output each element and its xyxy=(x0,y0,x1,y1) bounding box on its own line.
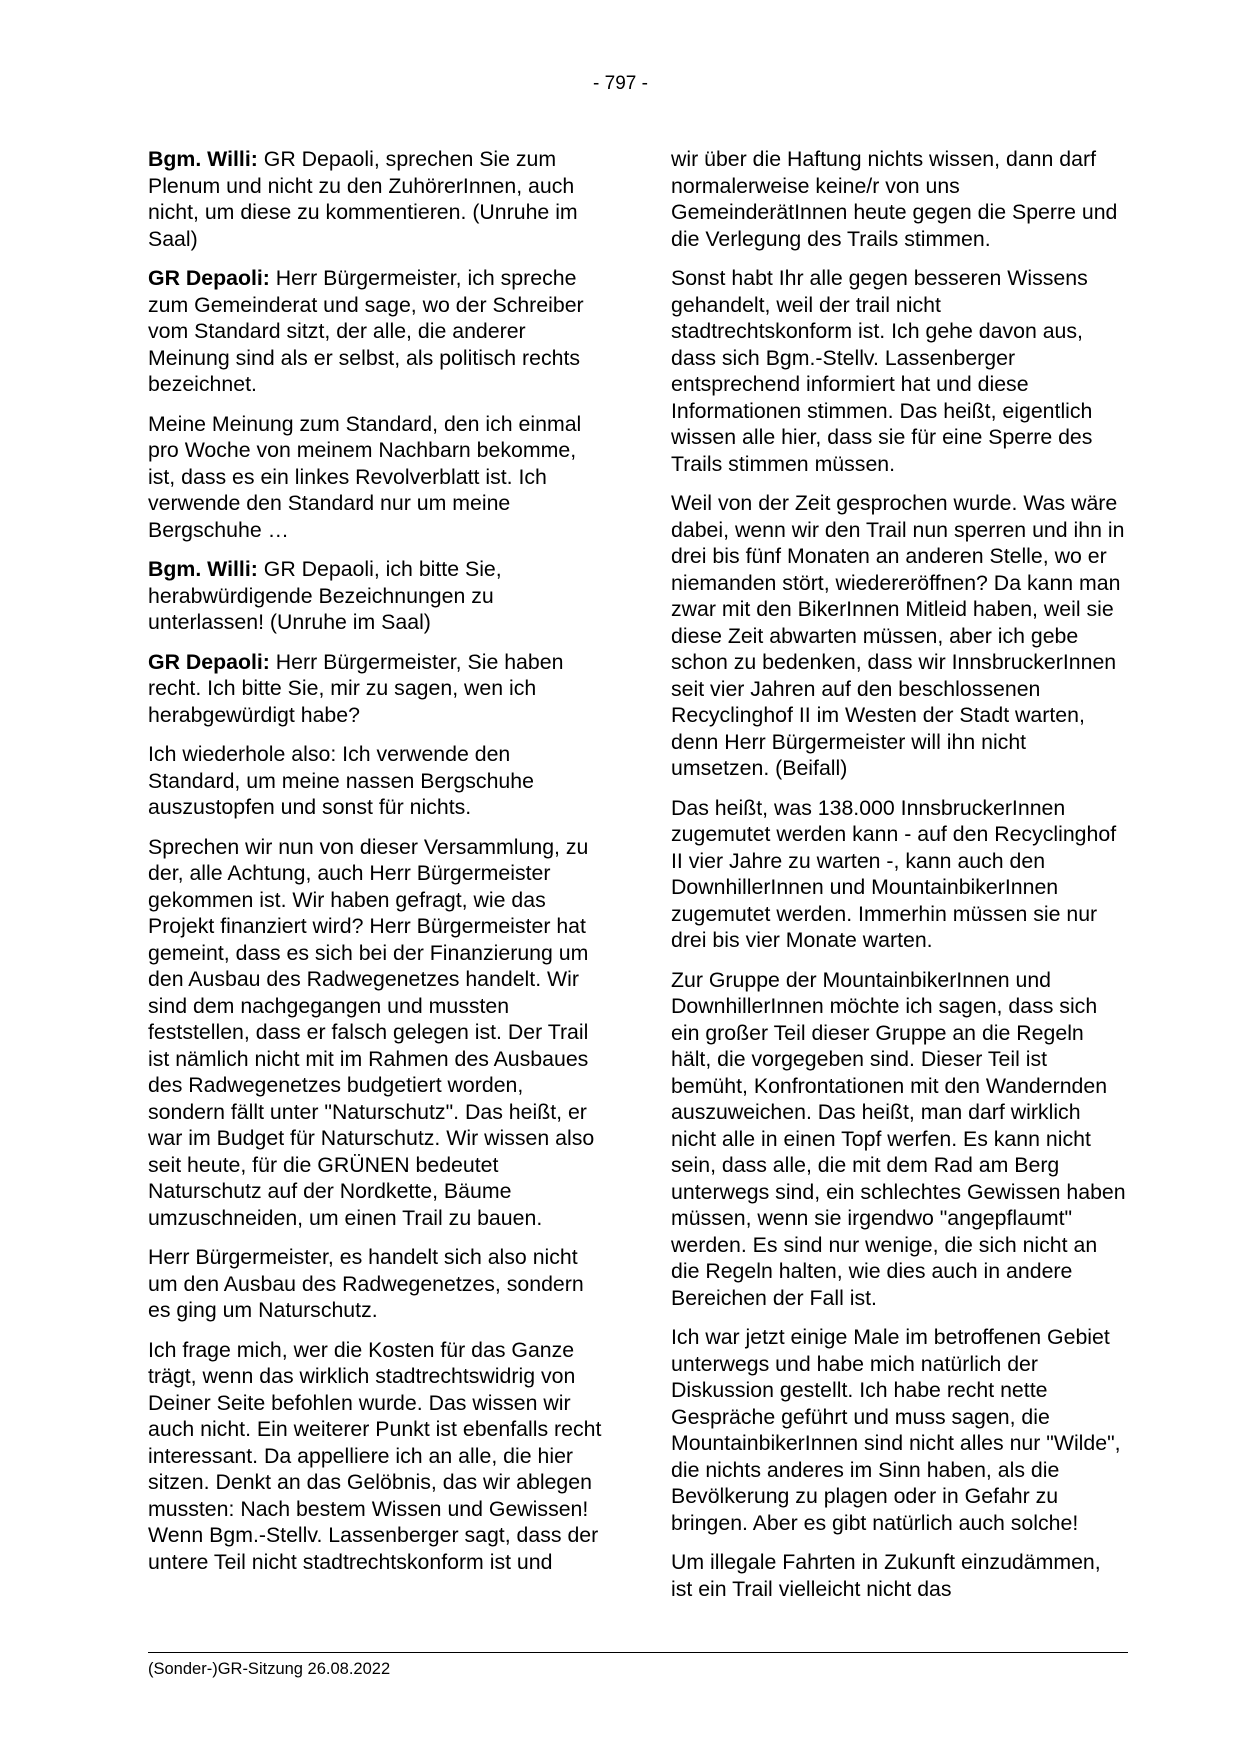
paragraph xyxy=(148,1337,603,1576)
paragraph-text: GR Depaoli, ich bitte Sie, herabwürdigende Bezeichnungen zu unterlassen! (Unruhe im Saal) xyxy=(148,557,502,634)
paragraph xyxy=(671,490,1126,782)
left-column xyxy=(148,146,603,1588)
paragraph-text: Ich war jetzt einige Male im betroffenen Gebiet unterwegs und habe mich natürlich der Diskussion gestellt. Ich habe recht nette Gespräche geführt und muss sagen, die MountainbikerInnen sind nicht alles nur "Wilde", die nichts anderes im Sinn haben, als die Bevölkerung zu plagen oder in Gefahr zu bringen. Aber es gibt natürlich auch solche! xyxy=(671,1325,1121,1535)
speaker-name: GR Depaoli: xyxy=(148,266,270,290)
speaker-name: GR Depaoli: xyxy=(148,649,270,674)
paragraph xyxy=(671,967,1126,1312)
paragraph xyxy=(148,834,603,1232)
footer-divider xyxy=(148,1652,1128,1653)
paragraph xyxy=(671,265,1126,477)
paragraph-text: Zur Gruppe der MountainbikerInnen und DownhillerInnen möchte ich sagen, dass sich ein großer Teil dieser Gruppe an die Regeln hält, die vorgegeben sind. Dieser Teil ist bemüht, Konfrontationen mit den Wandernden auszuweichen. Das heißt, man darf wirklich nicht alle in einen Topf werfen. Es kann nicht sein, dass alle, die mit dem Rad am Berg unterwegs sind, ein schlechtes Gewissen haben müssen, wenn sie irgendwo "angepflaumt" werden. Es sind nur wenige, die sich nicht an die Regeln halten, wie dies auch in andere Bereichen der Fall ist. xyxy=(671,967,1126,1310)
paragraph-text: Herr Bürgermeister, ich spreche zum Gemeinderat und sage, wo der Schreiber vom Standard sitzt, der alle, die anderer Meinung sind als er selbst, als politisch rechts bezeichnet. xyxy=(148,266,584,396)
paragraph-text: Ich wiederhole also: Ich verwende den Standard, um meine nassen Bergschuhe auszustopfen und sonst für nichts. xyxy=(148,742,534,819)
footer-session-label: (Sonder-)GR-Sitzung 26.08.2022 xyxy=(148,1660,391,1678)
paragraph xyxy=(148,741,603,821)
paragraph-text: Ich frage mich, wer die Kosten für das Ganze trägt, wenn das wirklich stadtrechtswidrig von Deiner Seite befohlen wurde. Das wissen wir auch nicht. Ein weiterer Punkt ist ebenfalls recht interessant. Da appelliere ich an alle, die hier sitzen. Denkt an das Gelöbnis, das wir ablegen mussten: Nach bestem Wissen und Gewissen! Wenn Bgm.-Stellv. Lassenberger sagt, dass der untere Teil nicht stadtrechtskonform ist und xyxy=(148,1337,602,1574)
speaker-name: Bgm. Willi: xyxy=(148,557,258,581)
paragraph-text: Sonst habt Ihr alle gegen besseren Wissens gehandelt, weil der trail nicht stadtrechtskonform ist. Ich gehe davon aus, dass sich Bgm.-Stellv. Lassenberger entsprechend informiert hat und diese Informationen stimmen. Das heißt, eigentlich wissen alle hier, dass sie für eine Sperre des Trails stimmen müssen. xyxy=(671,266,1093,476)
paragraph xyxy=(148,265,603,398)
paragraph xyxy=(671,795,1126,954)
paragraph-text: Meine Meinung zum Standard, den ich einmal pro Woche von meinem Nachbarn bekomme, ist, dass es ein linkes Revolverblatt ist. Ich verwende den Standard nur um meine Bergschuhe … xyxy=(148,411,582,542)
paragraph-text: GR Depaoli, sprechen Sie zum Plenum und nicht zu den ZuhörerInnen, auch nicht, um diese zu kommentieren. (Unruhe im Saal) xyxy=(148,147,578,251)
paragraph-text: Herr Bürgermeister, es handelt sich also nicht um den Ausbau des Radwegenetzes, sondern es ging um Naturschutz. xyxy=(148,1245,584,1322)
page-number: - 797 - xyxy=(593,73,648,94)
paragraph xyxy=(148,1244,603,1324)
paragraph xyxy=(148,556,603,636)
paragraph-text: Das heißt, was 138.000 InnsbruckerInnen zugemutet werden kann - auf den Recyclinghof II vier Jahre zu warten -, kann auch den DownhillerInnen und MountainbikerInnen zugemutet werden. Immerhin müssen sie nur drei bis vier Monate warten. xyxy=(671,795,1117,952)
paragraph xyxy=(671,146,1126,252)
right-column xyxy=(671,146,1126,1615)
paragraph xyxy=(671,1324,1126,1536)
paragraph-text: wir über die Haftung nichts wissen, dann darf normalerweise keine/r von uns GemeinderätInnen heute gegen die Sperre und die Verlegung des Trails stimmen. xyxy=(671,147,1118,251)
paragraph-text: Weil von der Zeit gesprochen wurde. Was wäre dabei, wenn wir den Trail nun sperren und ihn in drei bis fünf Monaten an anderen Stelle, wo er niemanden stört, wiedereröffnen? Da kann man zwar mit den BikerInnen Mitleid haben, weil sie diese Zeit abwarten müssen, aber ich gebe schon zu bedenken, dass wir InnsbruckerInnen seit vier Jahren auf den beschlossenen Recyclinghof II im Westen der Stadt warten, denn Herr Bürgermeister will ihn nicht umsetzen. (Beifall) xyxy=(671,491,1125,780)
paragraph xyxy=(671,1549,1126,1602)
speaker-name: Bgm. Willi: xyxy=(148,147,258,171)
paragraph xyxy=(148,146,603,252)
paragraph xyxy=(148,649,603,729)
paragraph xyxy=(148,411,603,544)
paragraph-text: Herr Bürgermeister, Sie haben recht. Ich bitte Sie, mir zu sagen, wen ich herabgewürdigt habe? xyxy=(148,649,564,727)
paragraph-text: Um illegale Fahrten in Zukunft einzudämmen, ist ein Trail vielleicht nicht das xyxy=(671,1550,1101,1601)
paragraph-text: Sprechen wir nun von dieser Versammlung, zu der, alle Achtung, auch Herr Bürgermeister gekommen ist. Wir haben gefragt, wie das Projekt finanziert wird? Herr Bürgermeister hat gemeint, dass es sich bei der Finanzierung um den Ausbau des Radwegenetzes handelt. Wir sind dem nachgegangen und mussten feststellen, dass er falsch gelegen ist. Der Trail ist nämlich nicht mit im Rahmen des Ausbaues des Radwegenetzes budgetiert worden, sondern fällt unter "Naturschutz". Das heißt, er war im Budget für Naturschutz. Wir wissen also seit heute, für die GRÜNEN bedeutet Naturschutz auf der Nordkette, Bäume umzuschneiden, um einen Trail zu bauen. xyxy=(148,834,595,1230)
